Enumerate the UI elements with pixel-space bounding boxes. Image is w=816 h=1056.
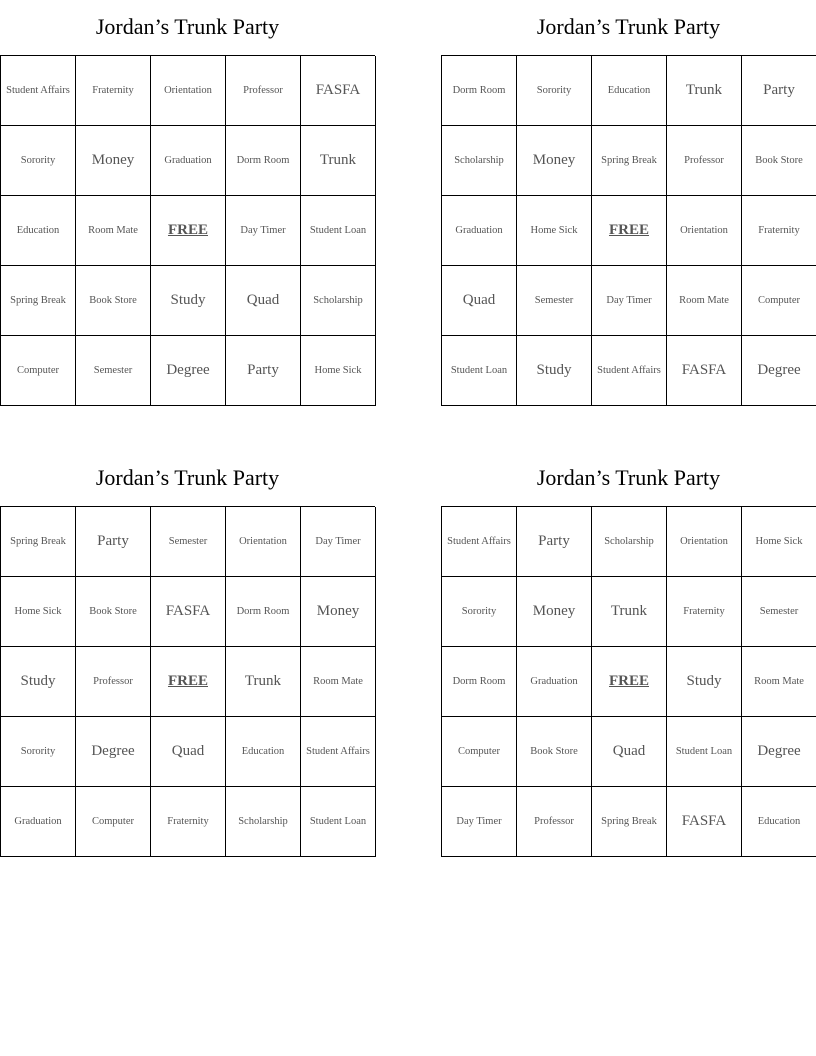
bingo-cell: Orientation [667, 507, 742, 577]
bingo-cell: Party [226, 336, 301, 406]
bingo-cell: Dorm Room [442, 56, 517, 126]
bingo-cell: Spring Break [592, 787, 667, 857]
bingo-cell: Spring Break [1, 507, 76, 577]
bingo-cell: Computer [742, 266, 816, 336]
bingo-cell: Sorority [442, 577, 517, 647]
bingo-cell: Sorority [1, 717, 76, 787]
free-space: FREE [592, 196, 667, 266]
bingo-grid [441, 506, 816, 857]
bingo-cell: Day Timer [301, 507, 376, 577]
bingo-cell: Orientation [226, 507, 301, 577]
bingo-cell: Room Mate [76, 196, 151, 266]
bingo-cell: Home Sick [301, 336, 376, 406]
bingo-cell: Graduation [442, 196, 517, 266]
bingo-cell: Sorority [517, 56, 592, 126]
bingo-cell: Room Mate [742, 647, 816, 717]
bingo-cell: Book Store [76, 266, 151, 336]
bingo-cell: Orientation [667, 196, 742, 266]
bingo-cell: Student Loan [301, 787, 376, 857]
bingo-cell: Trunk [667, 56, 742, 126]
bingo-grid [0, 55, 375, 406]
bingo-cell: Student Loan [301, 196, 376, 266]
free-space: FREE [151, 196, 226, 266]
bingo-grid [0, 506, 375, 857]
bingo-cell: Student Affairs [1, 56, 76, 126]
bingo-cell: Scholarship [226, 787, 301, 857]
bingo-cell: Dorm Room [226, 577, 301, 647]
bingo-cell: Dorm Room [226, 126, 301, 196]
bingo-cell: Spring Break [592, 126, 667, 196]
bingo-cell: Fraternity [667, 577, 742, 647]
bingo-cell: Trunk [592, 577, 667, 647]
bingo-cell: Party [742, 56, 816, 126]
bingo-cell: Fraternity [76, 56, 151, 126]
bingo-cell: Orientation [151, 56, 226, 126]
bingo-cell: Professor [226, 56, 301, 126]
bingo-cell: Semester [76, 336, 151, 406]
bingo-cell: FASFA [667, 336, 742, 406]
bingo-cell: Graduation [151, 126, 226, 196]
bingo-cell: FASFA [151, 577, 226, 647]
bingo-cell: Sorority [1, 126, 76, 196]
bingo-cell: Graduation [517, 647, 592, 717]
bingo-cell: Semester [517, 266, 592, 336]
bingo-cell: Quad [226, 266, 301, 336]
bingo-cell: Fraternity [742, 196, 816, 266]
bingo-cell: Money [517, 126, 592, 196]
bingo-cell: Professor [667, 126, 742, 196]
bingo-cell: Spring Break [1, 266, 76, 336]
bingo-cell: Home Sick [742, 507, 816, 577]
bingo-cell: Computer [442, 717, 517, 787]
free-space: FREE [592, 647, 667, 717]
bingo-cell: Home Sick [1, 577, 76, 647]
bingo-cell: Professor [517, 787, 592, 857]
bingo-cell: Book Store [76, 577, 151, 647]
bingo-cell: Education [742, 787, 816, 857]
bingo-cell: Trunk [226, 647, 301, 717]
bingo-cell: Study [667, 647, 742, 717]
bingo-cell: Book Store [742, 126, 816, 196]
bingo-cell: Study [1, 647, 76, 717]
bingo-cell: Professor [76, 647, 151, 717]
card-title: Jordan’s Trunk Party [95, 465, 280, 490]
bingo-grid [441, 55, 816, 406]
bingo-cell: Dorm Room [442, 647, 517, 717]
bingo-cell: Degree [151, 336, 226, 406]
bingo-cell: Money [301, 577, 376, 647]
bingo-cell: Degree [742, 717, 816, 787]
bingo-cell: Degree [742, 336, 816, 406]
bingo-cell: Trunk [301, 126, 376, 196]
bingo-cell: Day Timer [226, 196, 301, 266]
bingo-cell: Room Mate [301, 647, 376, 717]
bingo-cell: Graduation [1, 787, 76, 857]
bingo-cell: Education [592, 56, 667, 126]
bingo-cell: Education [226, 717, 301, 787]
bingo-cell: Quad [442, 266, 517, 336]
bingo-cell: FASFA [301, 56, 376, 126]
bingo-cell: Scholarship [442, 126, 517, 196]
bingo-cell: Money [76, 126, 151, 196]
bingo-cell: Home Sick [517, 196, 592, 266]
bingo-cell: Student Loan [442, 336, 517, 406]
bingo-cell: Semester [742, 577, 816, 647]
bingo-cell: FASFA [667, 787, 742, 857]
bingo-cell: Study [517, 336, 592, 406]
bingo-cell: Room Mate [667, 266, 742, 336]
bingo-cell: Computer [76, 787, 151, 857]
bingo-cell: Degree [76, 717, 151, 787]
bingo-cell: Semester [151, 507, 226, 577]
card-title: Jordan’s Trunk Party [536, 14, 721, 39]
bingo-cell: Student Loan [667, 717, 742, 787]
bingo-cell: Day Timer [442, 787, 517, 857]
free-space: FREE [151, 647, 226, 717]
bingo-cell: Scholarship [592, 507, 667, 577]
bingo-cell: Quad [592, 717, 667, 787]
bingo-cell: Education [1, 196, 76, 266]
bingo-cell: Student Affairs [592, 336, 667, 406]
bingo-cell: Scholarship [301, 266, 376, 336]
bingo-cell: Study [151, 266, 226, 336]
bingo-cell: Book Store [517, 717, 592, 787]
bingo-cell: Student Affairs [301, 717, 376, 787]
card-title: Jordan’s Trunk Party [536, 465, 721, 490]
card-title: Jordan’s Trunk Party [95, 14, 280, 39]
bingo-cell: Quad [151, 717, 226, 787]
bingo-cell: Day Timer [592, 266, 667, 336]
bingo-cell: Fraternity [151, 787, 226, 857]
bingo-cell: Computer [1, 336, 76, 406]
bingo-cell: Party [517, 507, 592, 577]
bingo-cell: Money [517, 577, 592, 647]
bingo-cell: Student Affairs [442, 507, 517, 577]
bingo-cell: Party [76, 507, 151, 577]
